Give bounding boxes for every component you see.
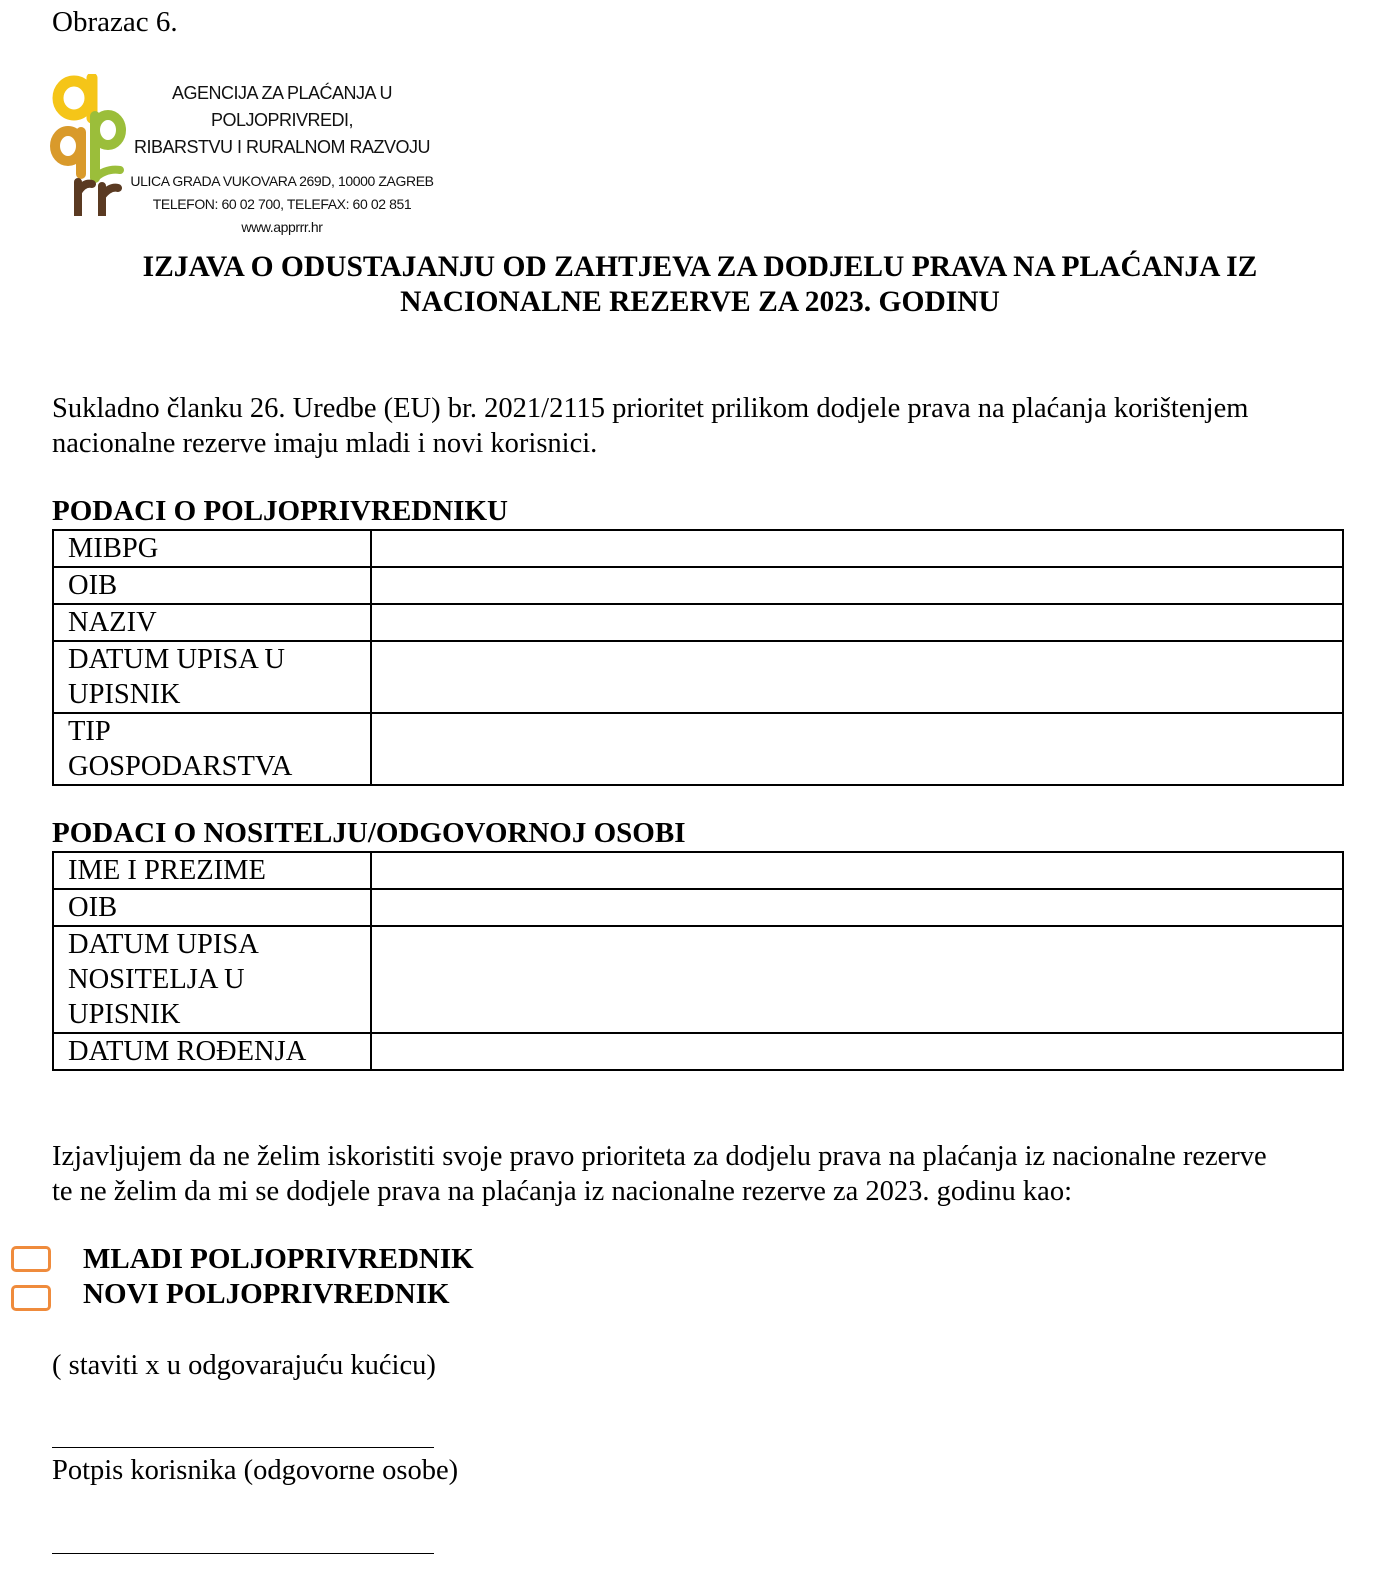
- declaration-line1: Izjavljujem da ne želim iskoristiti svoje pravo prioriteta za dodjelu prava na plaćanja iz nacionalne rezerve: [52, 1141, 1267, 1172]
- table-row: [53, 889, 1343, 926]
- agency-name-line2: RIBARSTVU I RURALNOM RAZVOJU: [133, 137, 431, 157]
- row-label: OIB: [53, 567, 371, 604]
- table-row: [53, 852, 1343, 889]
- table-row: [53, 926, 1343, 1033]
- row-label: NAZIV: [53, 604, 371, 641]
- full-name-field[interactable]: [371, 852, 1343, 889]
- table-row: [53, 641, 1343, 713]
- agency-name-line1: AGENCIJA ZA PLAĆANJA U POLJOPRIVREDI,: [171, 83, 393, 130]
- logo-brown-r1: [78, 182, 92, 216]
- table-row: [53, 567, 1343, 604]
- farmer-table: [52, 529, 1344, 786]
- signature-line[interactable]: [52, 1447, 434, 1448]
- agency-phone: TELEFON: 60 02 700, TELEFAX: 60 02 851: [152, 196, 412, 212]
- declaration-line2: te ne želim da mi se dodjele prava na plaćanja iz nacionalne rezerve za 2023. godinu kao:: [52, 1176, 1073, 1207]
- form-number: Obrazac 6.: [52, 6, 178, 38]
- holder-section-heading: PODACI O NOSITELJU/ODGOVORNOJ OSOBI: [52, 817, 686, 849]
- intro-line1: Sukladno članku 26. Uredbe (EU) br. 2021/2115 prioritet prilikom dodjele prava na plaćanja korištenjem: [52, 393, 1249, 424]
- row-label: OIB: [53, 889, 371, 926]
- row-label: MIBPG: [53, 530, 371, 567]
- row-label: DATUM UPISA NOSITELJA U UPISNIK: [53, 926, 371, 1033]
- agency-website: www.apprrr.hr: [241, 219, 323, 235]
- title-line2: NACIONALNE REZERVE ZA 2023. GODINU: [400, 286, 1000, 318]
- new-farmer-checkbox[interactable]: [11, 1285, 51, 1311]
- young-farmer-checkbox[interactable]: [11, 1246, 51, 1272]
- holder-table: [52, 851, 1344, 1071]
- document-title: [60, 250, 1340, 320]
- young-farmer-label: MLADI POLJOPRIVREDNIK: [83, 1243, 474, 1275]
- title-line1: IZJAVA O ODUSTAJANJU OD ZAHTJEVA ZA DODJELU PRAVA NA PLAĆANJA IZ: [142, 251, 1258, 283]
- row-label: TIP GOSPODARSTVA: [53, 713, 371, 785]
- birth-date-field[interactable]: [371, 1033, 1343, 1070]
- signature-label: Potpis korisnika (odgovorne osobe): [52, 1455, 459, 1486]
- agency-header: [128, 80, 436, 239]
- agency-address: ULICA GRADA VUKOVARA 269D, 10000 ZAGREB: [130, 173, 434, 189]
- oib-field[interactable]: [371, 567, 1343, 604]
- table-row: [53, 1033, 1343, 1070]
- second-signature-line[interactable]: [52, 1553, 434, 1554]
- table-row: [53, 604, 1343, 641]
- intro-paragraph: [52, 391, 1352, 461]
- intro-line2: nacionalne rezerve imaju mladi i novi korisnici.: [52, 428, 598, 459]
- new-farmer-label: NOVI POLJOPRIVREDNIK: [83, 1278, 450, 1310]
- mibpg-field[interactable]: [371, 530, 1343, 567]
- agency-logo: [50, 74, 130, 216]
- checkbox-instruction: ( staviti x u odgovarajuću kućicu): [52, 1350, 436, 1381]
- row-label: DATUM UPISA U UPISNIK: [53, 641, 371, 713]
- farm-type-field[interactable]: [371, 713, 1343, 785]
- farmer-section-heading: PODACI O POLJOPRIVREDNIKU: [52, 495, 508, 527]
- registration-date-field[interactable]: [371, 641, 1343, 713]
- row-label: IME I PREZIME: [53, 852, 371, 889]
- table-row: [53, 530, 1343, 567]
- table-row: [53, 713, 1343, 785]
- holder-registration-date-field[interactable]: [371, 926, 1343, 1033]
- logo-green-leaf: [95, 170, 120, 178]
- logo-yellow-a: [58, 81, 90, 115]
- row-label: DATUM ROĐENJA: [53, 1033, 371, 1070]
- declaration-paragraph: [52, 1139, 1352, 1209]
- logo-brown-r2: [102, 186, 118, 216]
- naziv-field[interactable]: [371, 604, 1343, 641]
- holder-oib-field[interactable]: [371, 889, 1343, 926]
